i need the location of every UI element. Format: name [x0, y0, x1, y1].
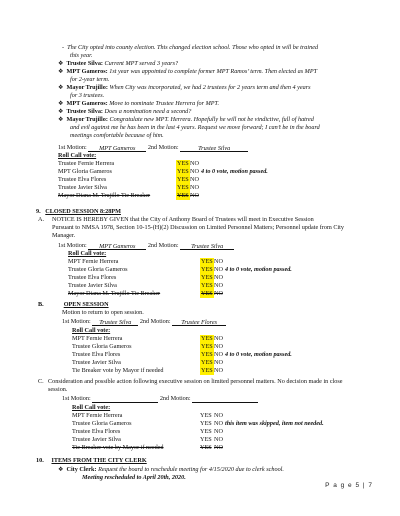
vote-name: Trustee Gloria Gameros: [72, 420, 132, 427]
item-b-heading: [38, 301, 109, 309]
vote-yes: YES: [201, 274, 213, 281]
section-10-result: Meeting rescheduled to April 20th, 2020.: [82, 474, 186, 481]
vote-name: Trustee Elva Flores: [58, 176, 107, 183]
item-c-line-1: Consideration and possible action following executive session on limited personnel matters. No decision made in close: [48, 378, 343, 385]
vote-name: Mayor Diana M. Trujillo Tie Breaker: [58, 192, 151, 199]
item-a-roll-call-heading: Roll Call vote:: [68, 250, 107, 257]
item-c-line-2: session.: [48, 386, 68, 393]
motion-first-blank: [92, 396, 158, 403]
vote-no: NO: [214, 335, 223, 342]
diamond-bullet-icon: ❖: [58, 85, 64, 91]
vote-no: NO: [190, 168, 199, 175]
intro-text: The City opted into county election. This changed election school. Those who opted in will be trained: [67, 44, 319, 51]
vote-name: MPT Gloria Gameros: [58, 168, 112, 175]
speaker-label: MPT Gameros:: [66, 100, 108, 107]
section-title: ITEMS FROM THE CITY CLERK: [51, 457, 147, 464]
vote-name: Trustee Javier Silva: [68, 282, 117, 289]
vote-name: Trustee Javier Silva: [72, 359, 121, 366]
vote-yes: YES: [201, 367, 213, 374]
vote-yes: YES: [201, 343, 213, 350]
vote-no: NO: [190, 160, 199, 167]
speaker-text: Move to nominate Trustee Herrera for MPT.: [107, 100, 220, 107]
vote-yes: YES: [201, 266, 213, 273]
item-a-label: A.: [38, 216, 45, 223]
intro-dash-line-2: this year.: [70, 52, 93, 59]
motion-second-value: Trustee Silva: [180, 145, 248, 152]
section-9-heading: [36, 208, 121, 216]
item-a-line-1: NOTICE IS HEREBY GIVEN that the City of Anthony Board of Trustees will meet in Executive Session: [52, 216, 314, 223]
vote-result-note: 4 to 0 vote, motion passed.: [225, 266, 292, 273]
motion-first-label: 1st Motion:: [58, 242, 87, 249]
diamond-bullet-icon: ❖: [58, 61, 64, 67]
motion-second-label: 2nd Motion:: [159, 395, 191, 402]
item-c-label: C.: [38, 378, 44, 385]
item-a-line-3: Manager.: [52, 232, 76, 239]
motion-first-label: 1st Motion:: [62, 395, 91, 402]
item-b-roll-call-heading: Roll Call vote:: [72, 327, 111, 334]
vote-name: Trustee Fernie Herrera: [58, 160, 115, 167]
vote-result-note: 4 to 0 vote, motion passed.: [225, 351, 292, 358]
item-b-line: Motion to return to open session.: [62, 309, 144, 316]
vote-no: NO: [214, 351, 223, 358]
bullet-continuation: and evil against me he has been in the last 4 years. Request we move forward; I can’t be in the board: [70, 124, 320, 131]
vote-no: NO: [214, 258, 223, 265]
vote-no: NO: [190, 176, 199, 183]
vote-yes: YES: [177, 192, 189, 199]
speaker-label: Trustee Silva:: [66, 60, 103, 67]
diamond-bullet-icon: ❖: [58, 467, 64, 473]
vote-yes: YES: [200, 444, 212, 451]
vote-yes: YES: [201, 290, 213, 297]
vote-name: MPT Fernie Herrera: [68, 258, 119, 265]
motion-second-value: Trustee Silva: [180, 243, 234, 250]
vote-name: MPT Fernie Herrera: [72, 335, 123, 342]
speaker-text: Request the board to reschedule meeting for 4/15/2020 due to clerk school.: [96, 466, 284, 473]
speaker-label: MPT Gameros:: [66, 68, 108, 75]
vote-no: NO: [214, 274, 223, 281]
vote-no: NO: [214, 420, 223, 427]
item-b-label: B.: [38, 301, 44, 308]
speaker-text: Congratulate new MPT. Herrera. Hopefully he will not be vindictive, full of hatred: [107, 116, 314, 123]
vote-name: Trustee Elva Flores: [72, 428, 121, 435]
section-number: 10.: [36, 457, 44, 464]
motion-first-value: MPT Gameros: [88, 243, 146, 250]
vote-no: NO: [214, 436, 223, 443]
speaker-label: City Clerk:: [66, 466, 97, 473]
item-b-motion-row: [62, 318, 226, 326]
vote-yes: YES: [201, 282, 213, 289]
vote-yes: YES: [200, 412, 212, 419]
vote-no: NO: [214, 367, 223, 374]
item-b-title: OPEN SESSION: [63, 301, 109, 308]
section-10-heading: [36, 457, 147, 465]
section-number: 9.: [36, 208, 41, 215]
vote-no: NO: [190, 184, 199, 191]
vote-result-note: this item was skipped, item not needed.: [225, 420, 324, 427]
vote-name: Trustee Javier Silva: [72, 436, 121, 443]
vote-name: Tie Breaker vote by Mayor if needed: [72, 444, 164, 451]
diamond-bullet-icon: ❖: [58, 109, 64, 115]
vote-no: NO: [214, 359, 223, 366]
bullet-continuation: for 3 trustees.: [70, 92, 105, 99]
vote-yes: YES: [177, 184, 189, 191]
speaker-label: Mayor Trujillo:: [66, 84, 108, 91]
section-title: CLOSED SESSION 8:28PM: [45, 208, 121, 215]
vote-yes: YES: [201, 258, 213, 265]
vote-no: NO: [214, 266, 223, 273]
vote-yes: YES: [200, 420, 212, 427]
motion-second-blank: [192, 396, 258, 403]
vote-no: NO: [214, 428, 223, 435]
vote-no: NO: [214, 282, 223, 289]
diamond-bullet-icon: ❖: [58, 117, 64, 123]
diamond-bullet-icon: ❖: [58, 101, 64, 107]
dash-marker: -: [62, 44, 68, 51]
vote-yes: YES: [201, 351, 213, 358]
motion-second-label: 2nd Motion:: [147, 144, 179, 151]
vote-name: MPT Fernie Herrera: [72, 412, 123, 419]
item-c-motion-row: [62, 395, 258, 403]
vote-no: NO: [214, 444, 223, 451]
intro-motion-row: [58, 144, 248, 152]
speaker-text: When City was incorporated, we had 2 trustees for 2 years term and then 4 years: [107, 84, 311, 91]
motion-first-value: Trustee Silva: [92, 319, 138, 326]
page-number: P a g e 5 | 7: [325, 482, 373, 489]
speaker-label: Trustee Silva:: [66, 108, 103, 115]
vote-no: NO: [214, 290, 223, 297]
vote-result-note: 4 to 0 vote, motion passed.: [201, 168, 268, 175]
speaker-text: Does a nomination need a second?: [102, 108, 192, 115]
speaker-text: Current MPT served 3 years?: [102, 60, 179, 67]
motion-first-label: 1st Motion:: [62, 318, 91, 325]
vote-name: Trustee Javier Silva: [58, 184, 107, 191]
vote-name: Trustee Gloria Gameros: [72, 343, 132, 350]
vote-name: Trustee Elva Flores: [68, 274, 117, 281]
motion-first-label: 1st Motion:: [58, 144, 87, 151]
intro-roll-call-heading: Roll Call vote:: [58, 152, 97, 159]
item-c-roll-call-heading: Roll Call vote:: [72, 404, 111, 411]
speaker-text: 1st year was appointed to complete former MPT Ramos’ term. Then elected as MPT: [107, 68, 318, 75]
vote-name: Trustee Gloria Gameros: [68, 266, 128, 273]
vote-yes: YES: [177, 168, 189, 175]
vote-yes: YES: [200, 436, 212, 443]
vote-yes: YES: [177, 160, 189, 167]
vote-yes: YES: [201, 359, 213, 366]
vote-no: NO: [190, 192, 199, 199]
motion-second-value: Trustee Flores: [172, 319, 226, 326]
diamond-bullet-icon: ❖: [58, 69, 64, 75]
item-a-line-2: Pursuant to NMSA 1978, Section 10-15-(H)(2) Discussion on Limited Personnel Matters; Personnel update from City: [52, 224, 344, 231]
vote-name: Tie Breaker vote by Mayor if needed: [72, 367, 164, 374]
bullet-continuation: meetings comfortable because of him.: [70, 132, 164, 139]
speaker-label: Mayor Trujillo:: [66, 116, 108, 123]
motion-second-label: 2nd Motion:: [147, 242, 179, 249]
vote-name: Mayor Diana M. Trujillo Tie Breaker: [68, 290, 161, 297]
intro-dash-line-1: [62, 44, 318, 52]
vote-yes: YES: [201, 335, 213, 342]
vote-yes: YES: [200, 428, 212, 435]
motion-second-label: 2nd Motion:: [139, 318, 171, 325]
vote-no: NO: [214, 343, 223, 350]
vote-no: NO: [214, 412, 223, 419]
vote-yes: YES: [177, 176, 189, 183]
bullet-continuation: for 2-year term.: [70, 76, 110, 83]
motion-first-value: MPT Gameros: [88, 145, 146, 152]
item-a-motion-row: [58, 242, 234, 250]
vote-name: Trustee Elva Flores: [72, 351, 121, 358]
